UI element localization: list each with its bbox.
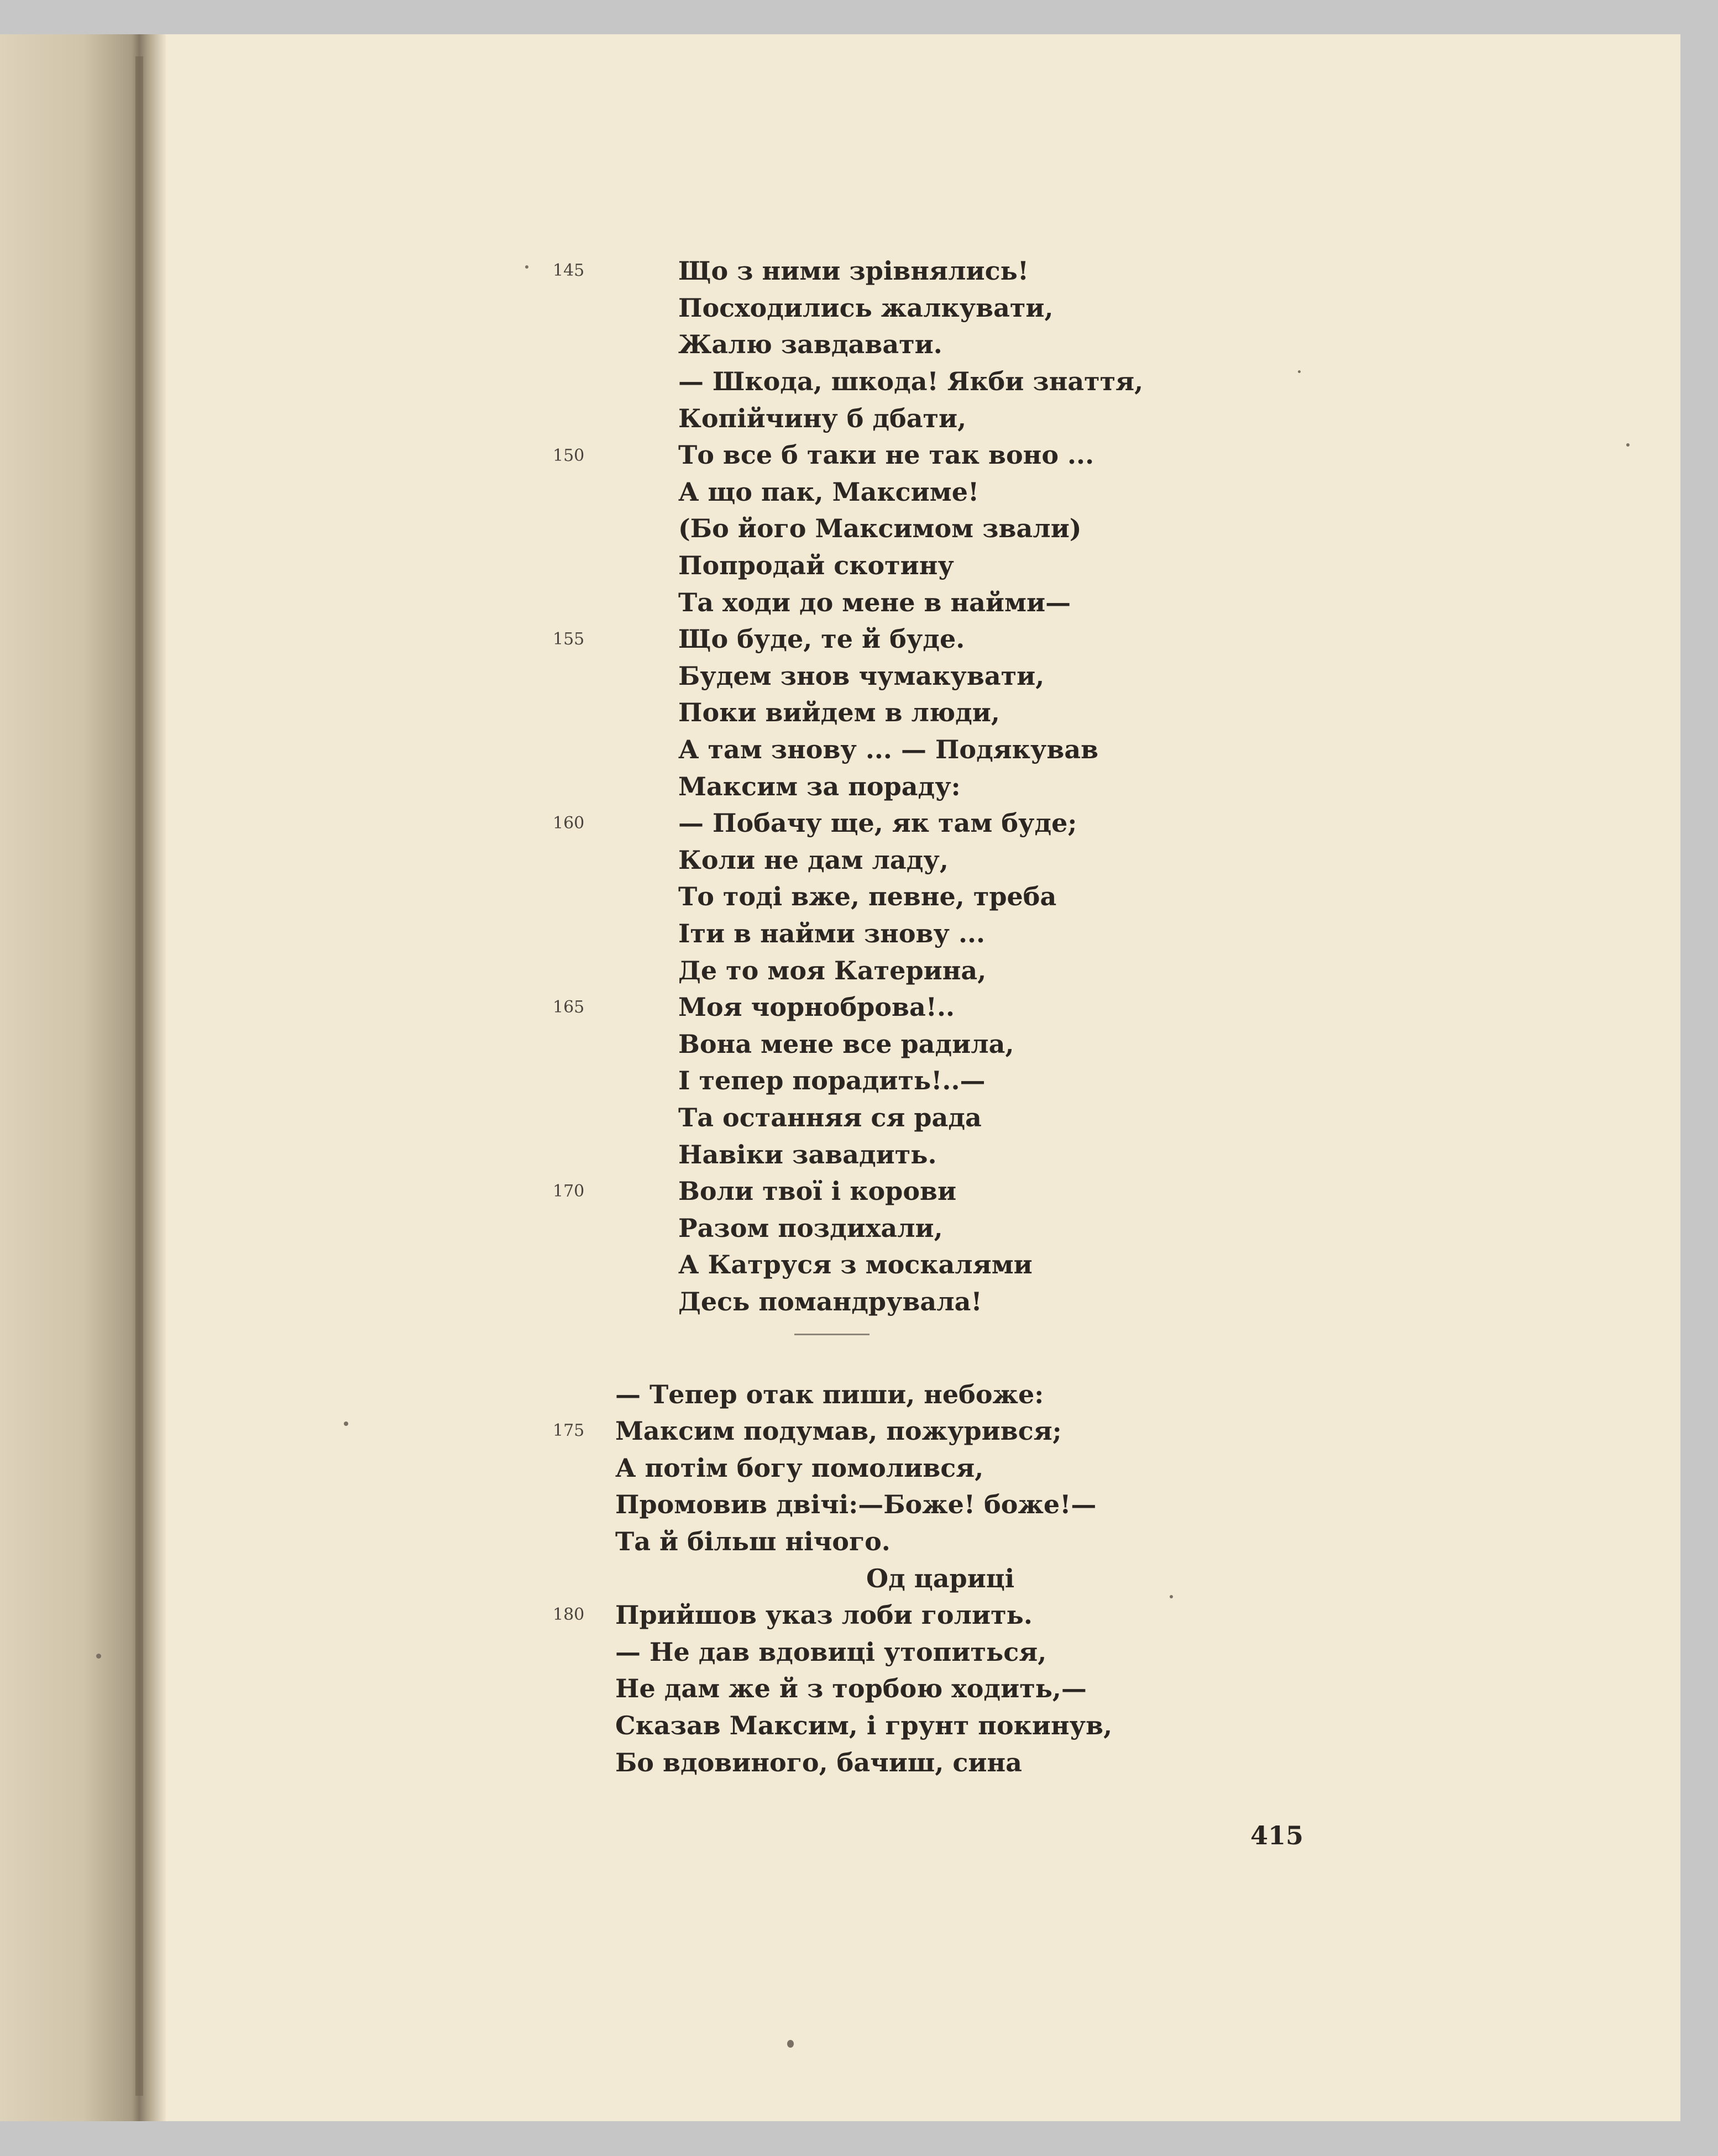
line-number: 155 [553, 630, 585, 649]
verse-line: Жалю завдавати. [678, 329, 942, 359]
paper-speck [1170, 1595, 1173, 1598]
page-binding-edge [135, 56, 143, 2096]
line-number: 160 [553, 814, 585, 833]
book-page [0, 34, 1680, 2121]
verse-line: Навіки завадить. [678, 1140, 937, 1169]
verse-line: Коли не дам ладу, [678, 845, 949, 875]
verse-line: Посходились жалкувати, [678, 293, 1054, 323]
line-number: 180 [553, 1605, 585, 1624]
verse-line: Іти в найми знову ... [678, 919, 985, 948]
verse-line: — Шкода, шкода! Якби знаття, [678, 366, 1144, 396]
verse-line: Копійчину б дбати, [678, 403, 967, 433]
verse-line: А Катруся з москалями [678, 1250, 1033, 1279]
verse-line: Сказав Максим, і грунт покинув, [615, 1711, 1113, 1740]
verse-line: — Не дав вдовиці утопиться, [615, 1637, 1047, 1667]
verse-line: Де то моя Катерина, [678, 956, 987, 985]
verse-line: Та й більш нічого. [615, 1526, 891, 1556]
verse-line: Воли твої і корови [678, 1176, 957, 1206]
verse-line: — Побачу ще, як там буде; [678, 808, 1077, 838]
verse-line: Десь помандрувала! [678, 1287, 982, 1316]
verse-line: Од цариці [866, 1564, 1015, 1593]
verse-line: Та ходи до мене в найми— [678, 587, 1071, 617]
paper-speck [525, 265, 528, 269]
verse-line: То все б таки не так воно ... [678, 440, 1094, 470]
verse-line: Що буде, те й буде. [678, 624, 965, 654]
paper-speck [344, 1421, 348, 1426]
verse-line: Що з ними зрівнялись! [678, 256, 1029, 286]
paper-speck [96, 1654, 101, 1659]
verse-line: Не дам же й з торбою ходить,— [615, 1674, 1087, 1703]
paper-speck [1298, 370, 1301, 373]
verse-line: Разом поздихали, [678, 1213, 943, 1243]
page-number: 415 [1250, 1821, 1304, 1850]
verse-line: Та останняя ся рада [678, 1103, 982, 1132]
line-number: 170 [553, 1182, 585, 1201]
verse-line: А що пак, Максиме! [678, 477, 980, 507]
verse-line: Максим подумав, пожурився; [615, 1416, 1062, 1446]
verse-line: Промовив двічі:—Боже! боже!— [615, 1489, 1097, 1519]
paper-speck [1626, 443, 1630, 447]
paper-speck [787, 2040, 794, 2048]
verse-line: Будем знов чумакувати, [678, 661, 1045, 691]
line-number: 175 [553, 1421, 585, 1440]
verse-line: А потім богу помолився, [615, 1453, 984, 1483]
verse-line: Моя чорноброва!.. [678, 992, 955, 1022]
verse-line: І тепер порадить!..— [678, 1066, 986, 1095]
verse-line: Попродай скотину [678, 550, 954, 580]
verse-line: Бо вдовиного, бачиш, сина [615, 1748, 1022, 1777]
verse-line: То тоді вже, певне, треба [678, 882, 1057, 911]
verse-line: — Тепер отак пиши, небоже: [615, 1379, 1044, 1409]
verse-line: А там знову ... — Подякував [678, 735, 1099, 764]
verse-line: Прийшов указ лоби голить. [615, 1600, 1033, 1630]
verse-line: Поки вийдем в люди, [678, 697, 1000, 727]
verse-line: (Бо його Максимом звали) [678, 513, 1082, 543]
line-number: 145 [553, 261, 585, 280]
verse-line: Вона мене все радила, [678, 1029, 1014, 1059]
line-number: 165 [553, 998, 585, 1017]
verse-line: Максим за пораду: [678, 772, 961, 801]
line-number: 150 [553, 446, 585, 465]
section-divider [794, 1334, 870, 1335]
